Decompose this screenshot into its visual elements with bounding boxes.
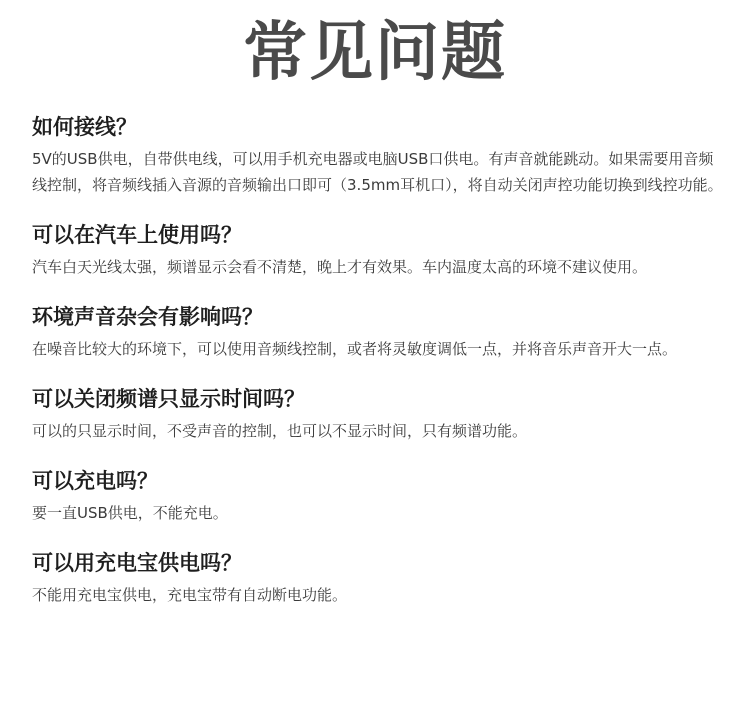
faq-answer: 要一直USB供电，不能充电。 [32, 504, 228, 522]
faq-answer: 汽车白天光线太强，频谱显示会看不清楚，晚上才有效果。车内温度太高的环境不建议使用。 [32, 258, 648, 276]
faq-question: 可以充电吗？ [32, 469, 158, 493]
faq-question: 环境声音杂会有影响吗？ [32, 305, 263, 329]
faq-question: 如何接线？ [32, 115, 137, 139]
page-title: 常见问题 [243, 16, 507, 90]
faq-item-car-use [32, 220, 724, 280]
faq-item-time-only [32, 384, 724, 444]
faq-item-power-bank [32, 548, 724, 608]
faq-answer: 在噪音比较大的环境下，可以使用音频线控制，或者将灵敏度调低一点，并将音乐声音开大一点。 [32, 340, 678, 358]
faq-item-noise [32, 302, 724, 362]
faq-list [32, 112, 724, 630]
faq-question: 可以在汽车上使用吗？ [32, 223, 242, 247]
faq-question: 可以用充电宝供电吗？ [32, 551, 242, 575]
faq-answer: 5V的USB供电，自带供电线，可以用手机充电器或电脑USB口供电。有声音就能跳动。如果需要用音频线控制，将音频线插入音源的音频输出口即可（3.5mm耳机口），将自动关闭声控功能切换到线控功能。 [32, 150, 723, 194]
faq-question: 可以关闭频谱只显示时间吗？ [32, 387, 305, 411]
faq-answer: 不能用充电宝供电，充电宝带有自动断电功能。 [32, 586, 348, 604]
faq-item-wiring [32, 112, 724, 198]
faq-answer: 可以的只显示时间，不受声音的控制，也可以不显示时间，只有频谱功能。 [32, 422, 528, 440]
faq-item-charging [32, 466, 724, 526]
